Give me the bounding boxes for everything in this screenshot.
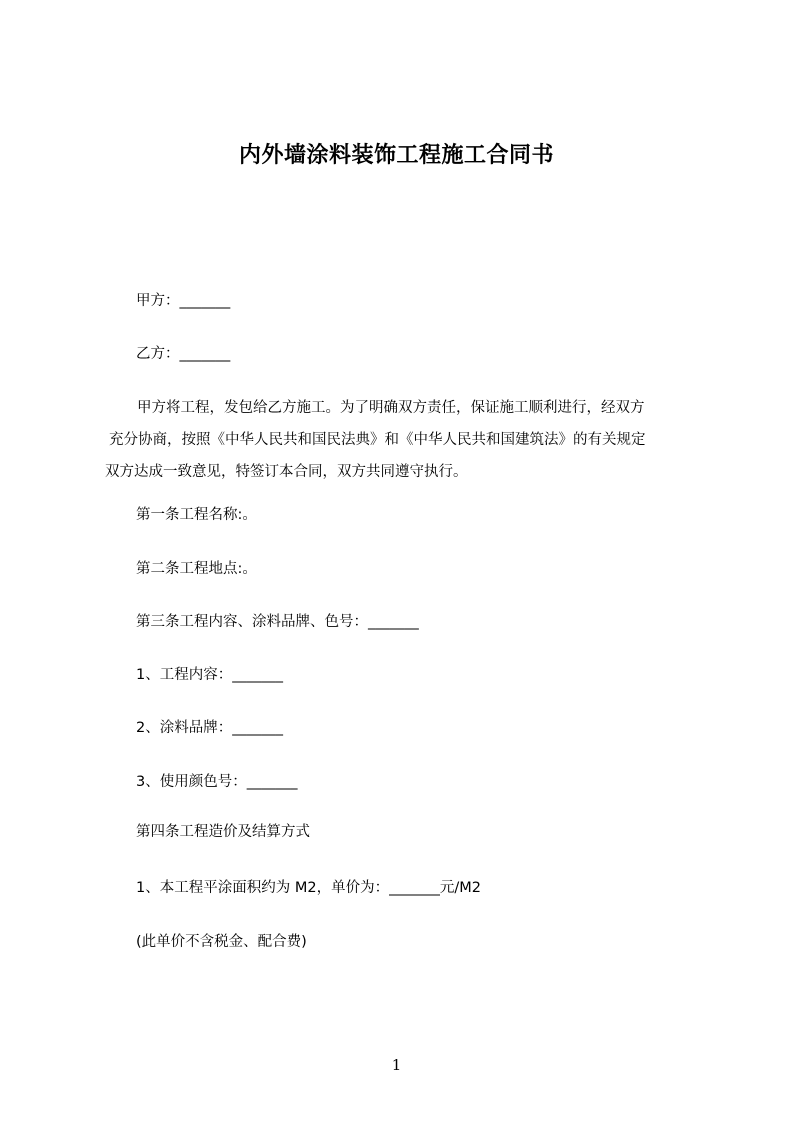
price-note: (此单价不含税金、配合费) [136,934,307,950]
page-number: 1 [391,1056,402,1074]
article-3-item-2: 2、涂料品牌：_______ [136,720,283,736]
intro-line-1: 甲方将工程，发包给乙方施工。为了明确双方责任，保证施工顺利进行，经双方 [137,400,645,416]
document-title: 内外墙涂料装饰工程施工合同书 [238,143,554,168]
article-3: 第三条工程内容、涂料品牌、色号：_______ [136,614,419,630]
article-4: 第四条工程造价及结算方式 [136,824,310,840]
article-3-item-3: 3、使用颜色号：_______ [136,774,298,790]
party-a-line: 甲方：_______ [136,293,231,309]
intro-line-3: 双方达成一致意见，特签订本合同，双方共同遵守执行。 [105,464,468,480]
article-2: 第二条工程地点:。 [136,561,257,577]
intro-line-2: 充分协商，按照《中华人民共和国民法典》和《中华人民共和国建筑法》的有关规定 [109,432,646,448]
article-1: 第一条工程名称:。 [136,507,257,523]
article-4-item-1: 1、本工程平涂面积约为 M2，单价为：_______元/M2 [136,880,481,896]
party-b-line: 乙方：_______ [136,346,231,362]
intro-paragraph [105,392,705,488]
article-3-item-1: 1、工程内容：_______ [136,667,283,683]
